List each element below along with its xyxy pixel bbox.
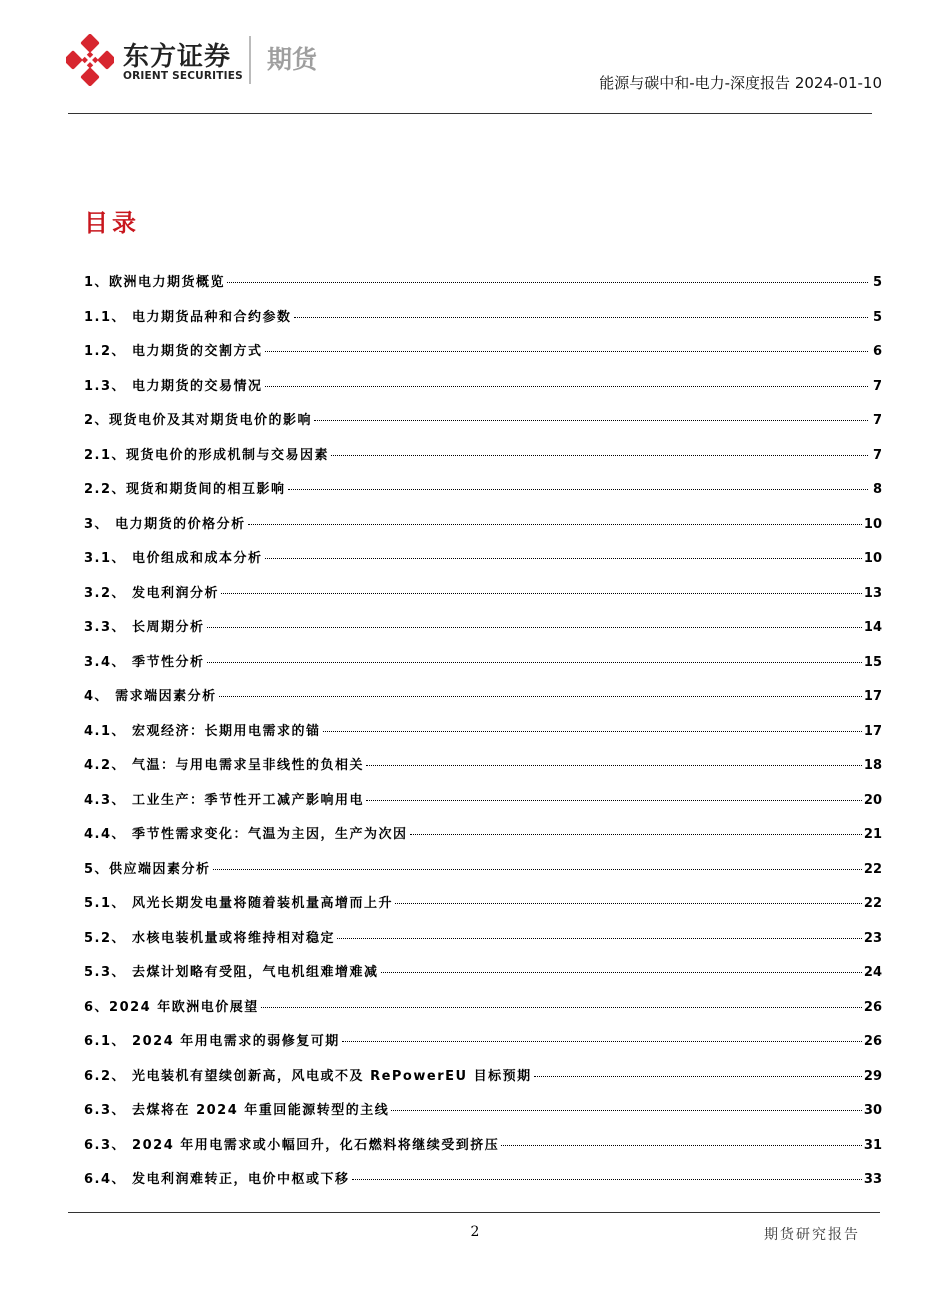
toc-entry-title[interactable]: 5.2、 水核电装机量或将维持相对稳定 bbox=[84, 930, 336, 946]
toc-entry-title[interactable]: 1.2、 电力期货的交割方式 bbox=[84, 344, 263, 359]
toc-entry-page[interactable]: 8 bbox=[872, 482, 882, 497]
toc-entry[interactable] bbox=[84, 685, 882, 720]
toc-dot-leader bbox=[261, 1007, 862, 1008]
toc-entry[interactable] bbox=[84, 1065, 882, 1100]
toc-entry-title[interactable]: 3.2、 发电利润分析 bbox=[84, 585, 220, 601]
toc-entry[interactable] bbox=[84, 375, 882, 410]
toc-dot-leader bbox=[366, 765, 862, 766]
toc-entry-title[interactable]: 4.2、 气温：与用电需求呈非线性的负相关 bbox=[84, 758, 365, 773]
toc-entry-title[interactable]: 3.3、 长周期分析 bbox=[84, 620, 205, 635]
toc-entry-title[interactable]: 5.3、 去煤计划略有受阻，气电机组难增难减 bbox=[84, 965, 379, 980]
toc-entry[interactable] bbox=[84, 444, 882, 479]
toc-entry[interactable] bbox=[84, 823, 882, 858]
toc-dot-leader bbox=[314, 420, 868, 421]
toc-dot-leader bbox=[352, 1179, 862, 1180]
toc-entry[interactable] bbox=[84, 1030, 882, 1065]
toc-entry-title[interactable]: 3、 电力期货的价格分析 bbox=[84, 516, 246, 532]
report-info: 能源与碳中和-电力-深度报告 2024-01-10 bbox=[599, 74, 882, 92]
toc-entry-title[interactable]: 5.1、 风光长期发电量将随着装机量高增而上升 bbox=[84, 896, 394, 911]
toc-entry-page[interactable]: 7 bbox=[872, 447, 882, 463]
toc-entry[interactable] bbox=[84, 1134, 882, 1169]
toc-entry-page[interactable]: 24 bbox=[863, 965, 882, 980]
toc-entry[interactable] bbox=[84, 513, 882, 548]
page-number: 2 bbox=[470, 1224, 480, 1240]
toc-dot-leader bbox=[265, 351, 868, 352]
toc-entry-title[interactable]: 1、欧洲电力期货概览 bbox=[84, 275, 226, 290]
toc-entry[interactable] bbox=[84, 616, 882, 651]
toc-entry[interactable] bbox=[84, 478, 882, 513]
logo-futures-label: 期货 bbox=[267, 45, 318, 74]
header-divider bbox=[68, 113, 872, 114]
toc-dot-leader bbox=[366, 800, 862, 801]
toc-entry-title[interactable]: 4.4、 季节性需求变化：气温为主因，生产为次因 bbox=[84, 827, 408, 842]
footer-divider bbox=[68, 1212, 880, 1213]
toc-dot-leader bbox=[534, 1076, 862, 1077]
toc-dot-leader bbox=[248, 524, 862, 525]
toc-entry[interactable] bbox=[84, 306, 882, 341]
toc-dot-leader bbox=[294, 317, 868, 318]
toc-entry-page[interactable]: 10 bbox=[863, 516, 882, 532]
footer-label: 期货研究报告 bbox=[764, 1227, 860, 1243]
toc-dot-leader bbox=[381, 972, 862, 973]
toc-entry-page[interactable]: 30 bbox=[863, 1103, 882, 1118]
logo-english-name: ORIENT SECURITIES bbox=[123, 70, 243, 82]
toc-entry-page[interactable]: 5 bbox=[872, 275, 882, 290]
toc-entry-page[interactable]: 21 bbox=[863, 827, 882, 842]
toc-entry-page[interactable]: 14 bbox=[863, 620, 882, 635]
toc-entry[interactable] bbox=[84, 1168, 882, 1203]
toc-entry-page[interactable]: 5 bbox=[872, 309, 882, 325]
toc-entry-title[interactable]: 2、现货电价及其对期货电价的影响 bbox=[84, 413, 313, 428]
toc-entry-title[interactable]: 6.2、 光电装机有望续创新高，风电或不及 RePowerEU 目标预期 bbox=[84, 1068, 532, 1084]
toc-entry[interactable] bbox=[84, 892, 882, 927]
toc-entry[interactable] bbox=[84, 340, 882, 375]
toc-entry-page[interactable]: 22 bbox=[863, 896, 882, 911]
toc-dot-leader bbox=[288, 489, 868, 490]
toc-entry-page[interactable]: 22 bbox=[863, 861, 882, 877]
toc-entry-title[interactable]: 4、 需求端因素分析 bbox=[84, 689, 217, 704]
toc-dot-leader bbox=[342, 1041, 862, 1042]
toc-entry-title[interactable]: 6.3、 去煤将在 2024 年重回能源转型的主线 bbox=[84, 1103, 390, 1118]
toc-entry-page[interactable]: 17 bbox=[863, 723, 882, 739]
toc-entry-title[interactable]: 1.3、 电力期货的交易情况 bbox=[84, 378, 263, 394]
toc-entry-page[interactable]: 7 bbox=[872, 413, 882, 428]
toc-entry[interactable] bbox=[84, 651, 882, 686]
toc-entry-title[interactable]: 4.3、 工业生产：季节性开工减产影响用电 bbox=[84, 792, 365, 808]
toc-entry[interactable] bbox=[84, 789, 882, 824]
toc-entry-page[interactable]: 26 bbox=[863, 999, 882, 1015]
toc-entry-title[interactable]: 6.1、 2024 年用电需求的弱修复可期 bbox=[84, 1034, 340, 1049]
toc-entry[interactable] bbox=[84, 409, 882, 444]
toc-entry-title[interactable]: 4.1、 宏观经济：长期用电需求的锚 bbox=[84, 723, 321, 739]
toc-entry-title[interactable]: 3.4、 季节性分析 bbox=[84, 654, 205, 670]
toc-entry[interactable] bbox=[84, 754, 882, 789]
orient-securities-logo-icon bbox=[66, 34, 114, 86]
toc-dot-leader bbox=[323, 731, 862, 732]
toc-entry[interactable] bbox=[84, 720, 882, 755]
toc-dot-leader bbox=[221, 593, 862, 594]
toc-entry-page[interactable]: 26 bbox=[863, 1034, 882, 1049]
toc-dot-leader bbox=[501, 1145, 862, 1146]
toc-entry-page[interactable]: 20 bbox=[863, 792, 882, 808]
toc-entry-page[interactable]: 17 bbox=[863, 689, 882, 704]
table-of-contents bbox=[84, 271, 882, 1203]
toc-entry-page[interactable]: 29 bbox=[863, 1068, 882, 1084]
toc-entry-page[interactable]: 10 bbox=[863, 551, 882, 566]
toc-entry-title[interactable]: 2.2、现货和期货间的相互影响 bbox=[84, 482, 286, 497]
toc-dot-leader bbox=[337, 938, 862, 939]
toc-entry[interactable] bbox=[84, 858, 882, 893]
toc-entry-title[interactable]: 6.4、 发电利润难转正，电价中枢或下移 bbox=[84, 1172, 350, 1187]
toc-entry[interactable] bbox=[84, 996, 882, 1031]
toc-entry[interactable] bbox=[84, 271, 882, 306]
toc-title: 目录 bbox=[84, 208, 140, 237]
logo-chinese-name: 东方证券 bbox=[123, 42, 232, 72]
toc-entry-title[interactable]: 6.3、 2024 年用电需求或小幅回升，化石燃料将继续受到挤压 bbox=[84, 1137, 500, 1153]
toc-dot-leader bbox=[265, 386, 868, 387]
toc-dot-leader bbox=[391, 1110, 862, 1111]
toc-dot-leader bbox=[207, 627, 862, 628]
toc-dot-leader bbox=[227, 282, 868, 283]
toc-entry-page[interactable]: 6 bbox=[872, 344, 882, 359]
toc-entry-title[interactable]: 3.1、 电价组成和成本分析 bbox=[84, 551, 263, 566]
toc-entry-page[interactable]: 31 bbox=[863, 1137, 882, 1153]
toc-entry-page[interactable]: 7 bbox=[872, 378, 882, 394]
toc-entry-title[interactable]: 1.1、 电力期货品种和合约参数 bbox=[84, 309, 292, 325]
company-logo bbox=[66, 34, 336, 90]
toc-dot-leader bbox=[207, 662, 862, 663]
toc-dot-leader bbox=[213, 869, 862, 870]
toc-dot-leader bbox=[265, 558, 862, 559]
toc-entry-title[interactable]: 2.1、现货电价的形成机制与交易因素 bbox=[84, 447, 330, 463]
toc-entry-page[interactable]: 23 bbox=[863, 930, 882, 946]
toc-dot-leader bbox=[331, 455, 868, 456]
toc-entry-page[interactable]: 13 bbox=[863, 585, 882, 601]
toc-entry[interactable] bbox=[84, 961, 882, 996]
toc-dot-leader bbox=[219, 696, 862, 697]
toc-dot-leader bbox=[410, 834, 862, 835]
toc-entry[interactable] bbox=[84, 547, 882, 582]
toc-entry[interactable] bbox=[84, 582, 882, 617]
toc-entry-page[interactable]: 15 bbox=[863, 654, 882, 670]
toc-entry-title[interactable]: 5、供应端因素分析 bbox=[84, 861, 211, 877]
toc-entry[interactable] bbox=[84, 927, 882, 962]
toc-entry[interactable] bbox=[84, 1099, 882, 1134]
toc-entry-page[interactable]: 33 bbox=[863, 1172, 882, 1187]
toc-entry-page[interactable]: 18 bbox=[863, 758, 882, 773]
toc-entry-title[interactable]: 6、2024 年欧洲电价展望 bbox=[84, 999, 259, 1015]
toc-dot-leader bbox=[395, 903, 862, 904]
logo-divider bbox=[249, 36, 251, 84]
